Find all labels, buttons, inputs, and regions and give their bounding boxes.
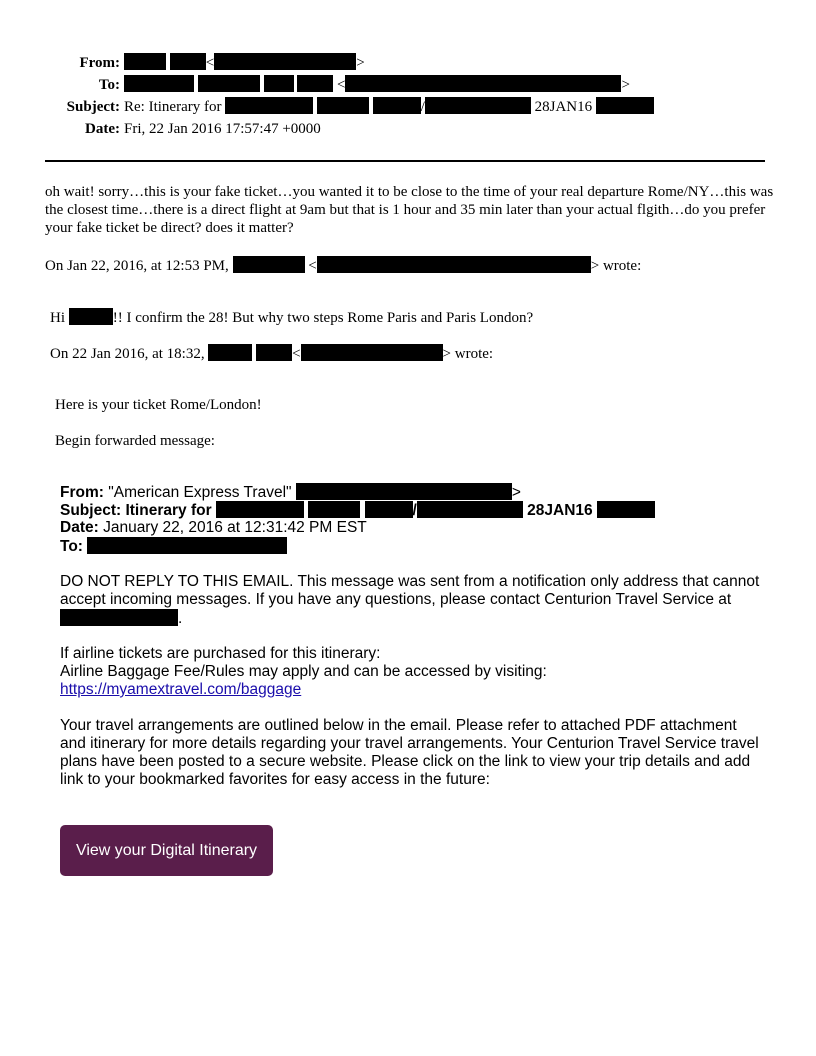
redacted-block: [373, 97, 421, 114]
attribution-text: On Jan 22, 2016, at 12:53 PM,: [45, 258, 229, 274]
subject-label: Subject:: [66, 99, 120, 115]
arrangements-paragraph: Your travel arrangements are outlined below in the email. Please refer to attached PDF attachment and itinerary for more details regarding your travel arrangements. Your Centurion Travel Service travel plans have been posted to a secure website. Please click on the link to view your trip details and add link to your bookmarked favorites for easy access in the future:: [60, 717, 759, 788]
redacted-block: [417, 501, 523, 518]
attribution-text: On 22 Jan 2016, at 18:32,: [50, 346, 205, 362]
fwd-subject-text: Itinerary for: [125, 502, 212, 519]
header-to-row: To: < >: [0, 74, 816, 96]
redacted-block: [198, 75, 260, 92]
redacted-block: [301, 344, 443, 361]
redacted-block: [317, 97, 369, 114]
header-from-row: From: < >: [0, 52, 816, 74]
redacted-block: [597, 501, 655, 518]
from-label: From:: [79, 55, 120, 71]
no-reply-notice: DO NOT REPLY TO THIS EMAIL. This message was sent from a notification only address that cannot accept incoming messages. If you have any questions, please contact Centurion Travel Service at.: [60, 573, 760, 627]
redacted-block: [216, 501, 304, 518]
redacted-block: [214, 53, 356, 70]
redacted-block: [60, 609, 178, 626]
fwd-subject-label: Subject:: [60, 502, 122, 519]
date-value: Fri, 22 Jan 2016 17:57:47 +0000: [124, 121, 321, 137]
redacted-block: [256, 344, 292, 361]
redacted-block: [308, 501, 360, 518]
button-label: View your Digital Itinerary: [75, 841, 258, 859]
fwd-from-value: "American Express Travel": [108, 484, 292, 501]
view-digital-itinerary-button[interactable]: [60, 825, 273, 876]
header-divider: [45, 160, 765, 162]
redacted-block: [425, 97, 531, 114]
fwd-subject-code: 28JAN16: [527, 502, 593, 519]
redacted-block: [296, 483, 512, 500]
to-label: To:: [98, 77, 120, 93]
redacted-block: [317, 256, 591, 273]
fwd-subject-row: Subject: Itinerary for / 28JAN16: [60, 501, 655, 520]
greeting-text: Hi: [50, 310, 65, 326]
redacted-block: [87, 537, 287, 554]
subject-code: 28JAN16: [534, 99, 593, 115]
subject-text: Re: Itinerary for: [124, 99, 222, 115]
fwd-from-row: From: "American Express Travel" >: [60, 484, 521, 501]
redacted-block: [596, 97, 654, 114]
notice-text: DO NOT REPLY TO THIS EMAIL. This message was sent from a notification only address that cannot accept incoming messages. If you have any questions, please contact Centurion Travel Service at: [60, 573, 760, 608]
reply-line: [50, 308, 533, 327]
redacted-block: [124, 75, 194, 92]
baggage-info: [60, 645, 760, 699]
header-date-row: [0, 118, 816, 140]
redacted-block: [297, 75, 333, 92]
redacted-block: [124, 53, 166, 70]
date-label: Date:: [85, 121, 120, 137]
redacted-block: [225, 97, 313, 114]
header-subject-row: Subject: Re: Itinerary for / 28JAN16: [0, 96, 816, 118]
fwd-to-label: To:: [60, 538, 83, 555]
wrote-text: wrote:: [454, 346, 494, 362]
fwd-date-label: Date:: [60, 519, 99, 536]
redacted-block: [365, 501, 413, 518]
quote-attribution-2: On 22 Jan 2016, at 18:32, < > wrote:: [50, 346, 494, 362]
fwd-to-row: [60, 537, 287, 556]
reply-text: !! I confirm the 28! But why two steps Rome Paris and Paris London?: [112, 310, 534, 326]
quote-attribution-1: On Jan 22, 2016, at 12:53 PM, < > wrote:: [45, 258, 642, 274]
wrote-text: wrote:: [602, 258, 642, 274]
redacted-block: [170, 53, 206, 70]
redacted-block: [233, 256, 305, 273]
redacted-block: [69, 308, 113, 325]
redacted-block: [208, 344, 252, 361]
baggage-link[interactable]: https://myamextravel.com/baggage: [60, 681, 302, 698]
fwd-date-value: January 22, 2016 at 12:31:42 PM EST: [103, 519, 367, 536]
begin-forwarded: Begin forwarded message:: [55, 433, 215, 449]
fwd-from-label: From:: [60, 484, 104, 501]
fwd-date-row: [60, 519, 367, 537]
ticket-line: Here is your ticket Rome/London!: [55, 397, 262, 413]
baggage-intro: If airline tickets are purchased for this itinerary:: [60, 645, 381, 662]
email-header: [0, 52, 816, 142]
message-paragraph: oh wait! sorry…this is your fake ticket…you wanted it to be close to the time of your real departure Rome/NY…this was the closest time…there is a direct flight at 9am but that is 1 hour and 35 min later than your actual flgith…do you prefer your fake ticket be direct? does it matter?: [45, 184, 774, 236]
redacted-block: [345, 75, 621, 92]
baggage-line: Airline Baggage Fee/Rules may apply and can be accessed by visiting:: [60, 663, 547, 680]
redacted-block: [264, 75, 294, 92]
